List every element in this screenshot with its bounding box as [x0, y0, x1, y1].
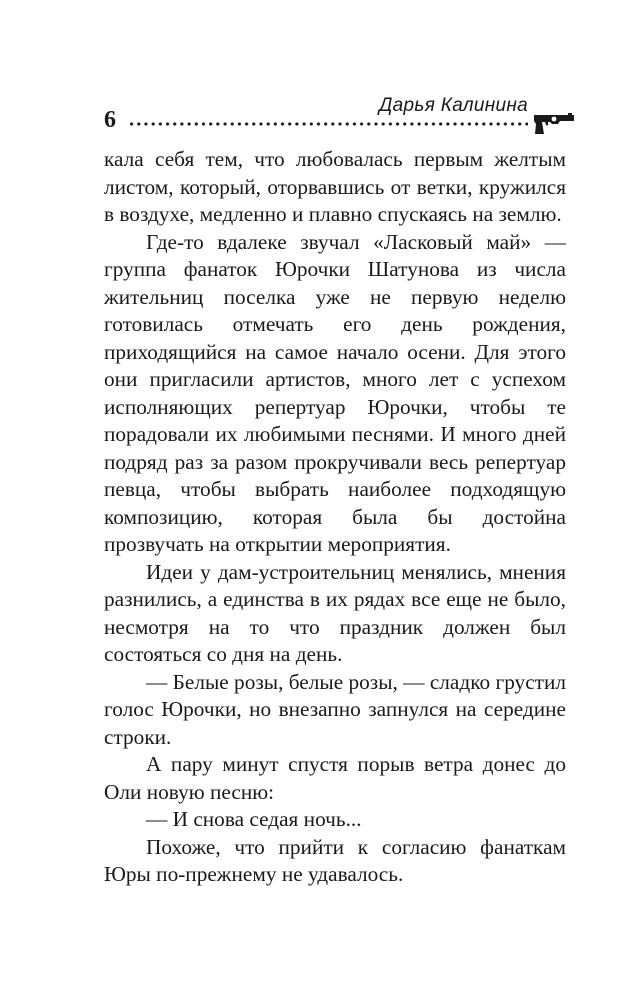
revolver-icon	[532, 112, 576, 136]
paragraph: — И снова седая ночь...	[146, 807, 362, 831]
dotted-leader	[128, 121, 528, 127]
paragraph: Идеи у дам-устроительниц менялись, мнения разнились, а единства в их рядах все еще не было, несмотря на то что праздник должен был состояться со дня на день.	[104, 559, 566, 666]
author-name: Дарья Калинина	[378, 95, 528, 116]
paragraph: — Белые розы, белые розы, — сладко грустил голос Юрочки, но внезапно запнулся на середине строки.	[104, 669, 566, 749]
body-text	[104, 146, 566, 889]
paragraph: Где-то вдалеке звучал «Ласковый май» — группа фанаток Юрочки Шатунова из числа жительниц поселка уже не первую неделю готовилась отмечать его день рождения, приходящийся на самое начало осени. Для этого они пригласили артистов, много лет с успехом исполняющих репертуар Юрочки, чтобы те порадовали их любимыми песнями. И много дней подряд раз за разом прокручивали весь репертуар певца, чтобы выбрать наиболее подходящую композицию, которая была бы достойна прозвучать на открытии мероприятия.	[104, 229, 566, 556]
paragraph: кала себя тем, что любовалась первым желтым листом, который, оторвавшись от ветки, кружился в воздухе, медленно и плавно спускаясь на землю.	[104, 147, 566, 226]
running-header	[80, 96, 580, 136]
page-number: 6	[104, 107, 116, 133]
paragraph: Похоже, что прийти к согласию фанаткам Юры по-прежнему не удавалось.	[104, 834, 566, 886]
paragraph: А пару минут спустя порыв ветра донес до Оли новую песню:	[104, 752, 566, 804]
